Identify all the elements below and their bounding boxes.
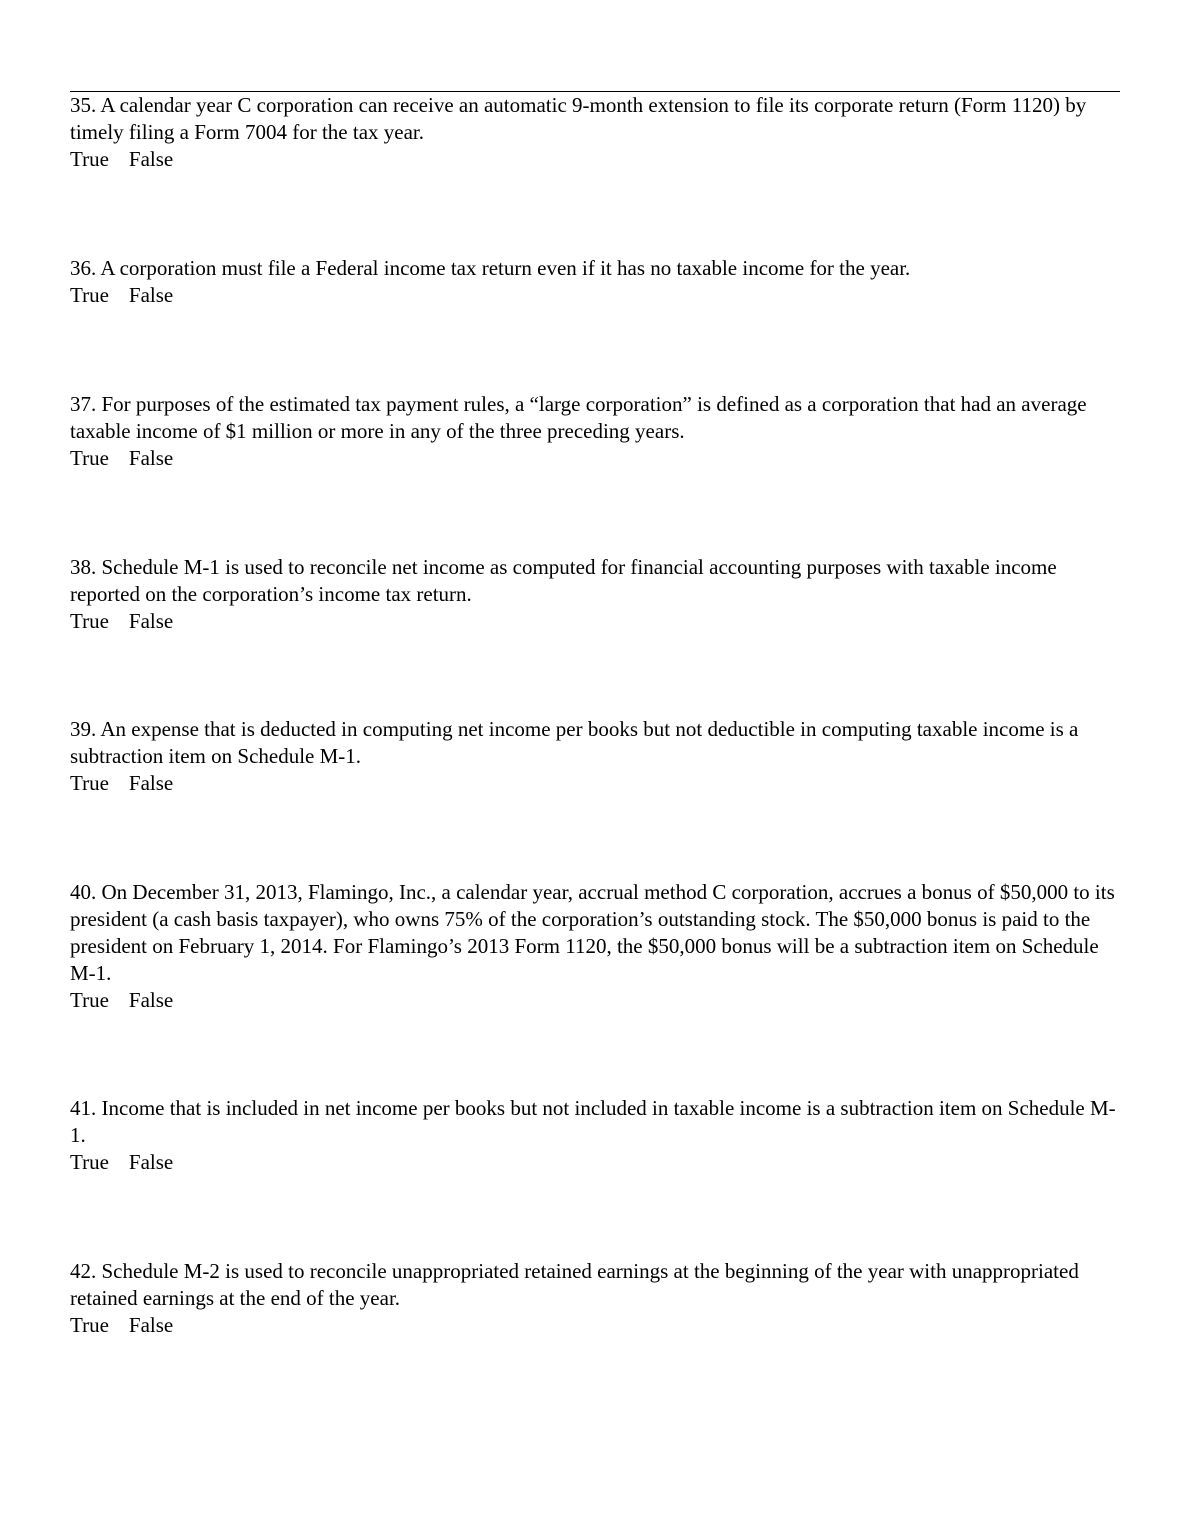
- choice-false[interactable]: False: [128, 771, 174, 795]
- question-text: 38. Schedule M-1 is used to reconcile net income as computed for financial accounting purposes with taxable income reported on the corporation’s income tax return.: [70, 555, 1057, 606]
- question-text: 36. A corporation must file a Federal income tax return even if it has no taxable income for the year.: [70, 256, 911, 280]
- choice-false[interactable]: False: [128, 988, 174, 1012]
- question-42: [70, 1258, 1120, 1339]
- question-40: [70, 879, 1120, 1014]
- choice-true[interactable]: True: [70, 771, 109, 795]
- answer-choices: [70, 445, 1120, 472]
- choice-true[interactable]: True: [70, 147, 109, 171]
- question-36: [70, 255, 1120, 309]
- question-text: 39. An expense that is deducted in computing net income per books but not deductible in computing taxable income is a subtraction item on Schedule M-1.: [70, 717, 1079, 768]
- answer-choices: [70, 282, 1120, 309]
- choice-false[interactable]: False: [128, 283, 174, 307]
- answer-choices: [70, 1312, 1120, 1339]
- choice-true[interactable]: True: [70, 988, 109, 1012]
- choice-false[interactable]: False: [128, 147, 174, 171]
- answer-choices: [70, 146, 1120, 173]
- question-38: [70, 554, 1120, 635]
- answer-choices: [70, 987, 1120, 1014]
- question-text: 37. For purposes of the estimated tax payment rules, a “large corporation” is defined as a corporation that had an average taxable income of $1 million or more in any of the three preceding years.: [70, 392, 1087, 443]
- choice-true[interactable]: True: [70, 283, 109, 307]
- answer-choices: [70, 608, 1120, 635]
- question-text: 40. On December 31, 2013, Flamingo, Inc., a calendar year, accrual method C corporation, accrues a bonus of $50,000 to its president (a cash basis taxpayer), who owns 75% of the corporation’s outstanding stock. The $50,000 bonus is paid to the president on February 1, 2014. For Flamingo’s 2013 Form 1120, the $50,000 bonus will be a subtraction item on Schedule M-1.: [70, 880, 1115, 985]
- question-text: 42. Schedule M-2 is used to reconcile unappropriated retained earnings at the beginning of the year with unappropriated retained earnings at the end of the year.: [70, 1259, 1079, 1310]
- question-text: 35. A calendar year C corporation can receive an automatic 9-month extension to file its corporate return (Form 1120) by timely filing a Form 7004 for the tax year.: [70, 93, 1087, 144]
- choice-false[interactable]: False: [128, 1150, 174, 1174]
- question-35: [70, 92, 1120, 173]
- answer-choices: [70, 1149, 1120, 1176]
- choice-true[interactable]: True: [70, 609, 109, 633]
- choice-false[interactable]: False: [128, 446, 174, 470]
- choice-false[interactable]: False: [128, 609, 174, 633]
- choice-false[interactable]: False: [128, 1313, 174, 1337]
- question-text: 41. Income that is included in net income per books but not included in taxable income is a subtraction item on Schedule M-1.: [70, 1096, 1116, 1147]
- choice-true[interactable]: True: [70, 1150, 109, 1174]
- question-39: [70, 716, 1120, 797]
- answer-choices: [70, 770, 1120, 797]
- question-37: [70, 391, 1120, 472]
- choice-true[interactable]: True: [70, 446, 109, 470]
- choice-true[interactable]: True: [70, 1313, 109, 1337]
- question-41: [70, 1095, 1120, 1176]
